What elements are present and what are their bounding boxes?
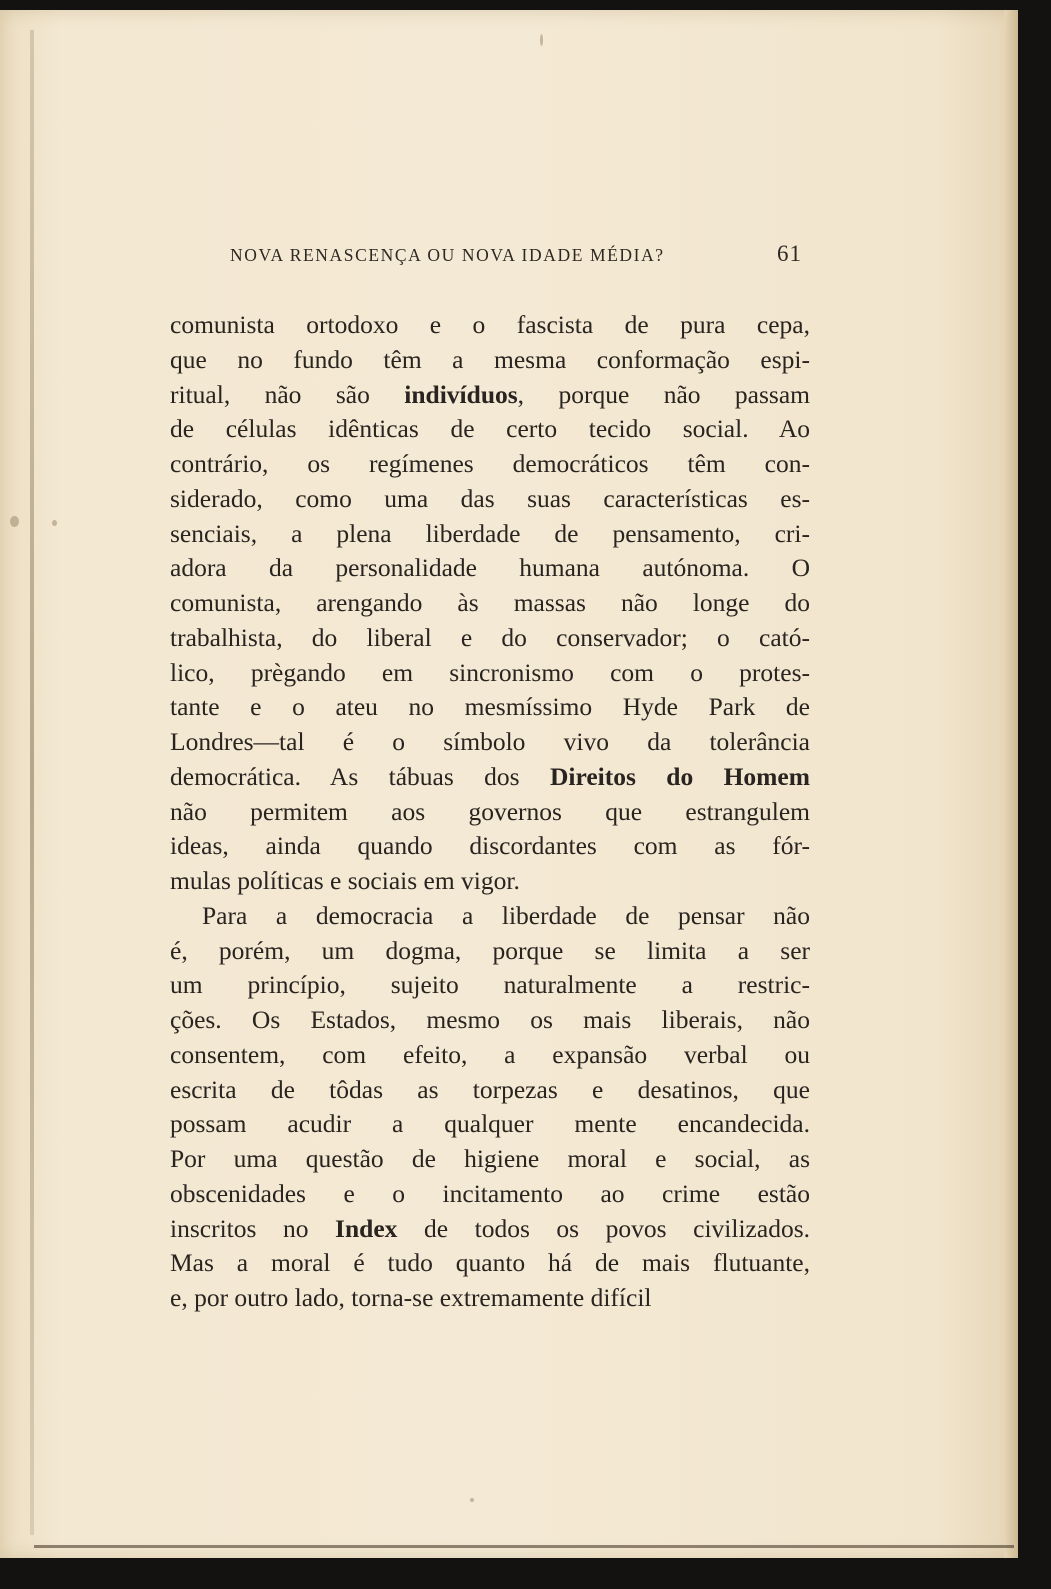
text-line <box>170 412 810 447</box>
text-line <box>170 829 810 864</box>
text-run: siderado, como uma das suas características es- <box>170 483 810 513</box>
text-run: tante e o ateu no mesmíssimo Hyde Park de <box>170 692 810 722</box>
text-run: trabalhista, do liberal e do conservador; o cató- <box>170 622 810 652</box>
text-line <box>170 1246 810 1281</box>
text-run: inscritos no <box>170 1213 336 1243</box>
text-run: adora da personalidade humana autónoma. O <box>170 553 810 583</box>
text-run: consentem, com efeito, a expansão verbal ou <box>170 1039 810 1069</box>
text-run: Para a democracia a liberdade de pensar não <box>202 900 810 930</box>
text-run: ritual, não são <box>170 379 405 409</box>
page-edge <box>1004 10 1018 1558</box>
text-line <box>170 1073 810 1108</box>
paper-blemish <box>540 34 543 46</box>
text-run: democrática. As tábuas dos <box>170 761 550 791</box>
paragraph <box>170 308 810 899</box>
text-run: , porque não passam <box>517 379 811 409</box>
text-line <box>170 1038 810 1073</box>
text-line <box>170 308 810 343</box>
text-line <box>170 968 810 1003</box>
text-line <box>170 482 810 517</box>
text-run: escrita de tôdas as torpezas e desatinos, que <box>170 1074 810 1104</box>
text-line <box>170 656 810 691</box>
text-run: Por uma questão de higiene moral e social, as <box>170 1144 810 1173</box>
text-line <box>170 621 810 656</box>
text-run: ções. Os Estados, mesmo os mais liberais, não <box>170 1005 810 1034</box>
running-head-title: NOVA RENASCENÇA OU NOVA IDADE MÉDIA? <box>230 245 665 265</box>
text-line <box>170 690 810 725</box>
text-line <box>170 1177 810 1212</box>
text-run: comunista ortodoxo e o fascista de pura cepa, <box>170 310 810 339</box>
text-line <box>170 864 810 899</box>
text-line <box>170 551 810 586</box>
text-line <box>170 586 810 621</box>
body-text <box>170 308 810 1316</box>
text-line <box>170 1281 810 1316</box>
text-line <box>170 760 810 795</box>
paper-page <box>0 10 1018 1558</box>
text-run: senciais, a plena liberdade de pensamento, cri- <box>170 518 810 548</box>
page-number: 61 <box>777 241 802 266</box>
text-line <box>170 378 810 413</box>
text-run: é, porém, um dogma, porque se limita a ser <box>170 935 810 965</box>
text-line <box>170 795 810 830</box>
text-run: não permitem aos governos que estrangulem <box>170 796 810 826</box>
text-line <box>170 1212 810 1247</box>
text-run: de todos os povos civilizados. <box>397 1213 810 1243</box>
text-line <box>170 934 810 969</box>
binding-shadow <box>30 30 34 1535</box>
running-head <box>230 241 802 273</box>
text-line <box>170 1107 810 1142</box>
text-line <box>170 725 810 760</box>
text-line <box>170 343 810 378</box>
bold-term: Index <box>335 1213 398 1243</box>
text-run: ideas, ainda quando discordantes com as fór- <box>170 831 810 861</box>
text-run: contrário, os regímenes democráticos têm con- <box>170 449 810 478</box>
paper-blemish <box>10 516 19 527</box>
text-run: um princípio, sujeito naturalmente a restric- <box>170 970 810 1000</box>
text-line <box>170 1142 810 1177</box>
text-run: que no fundo têm a mesma conformação espi- <box>170 344 810 374</box>
text-run: e, por outro lado, torna-se extremamente difícil <box>170 1283 652 1312</box>
text-run: de células idênticas de certo tecido social. Ao <box>170 414 810 444</box>
paragraph <box>170 899 810 1316</box>
text-run: Londres—tal é o símbolo vivo da tolerância <box>170 727 810 756</box>
text-run: possam acudir a qualquer mente encandecida. <box>170 1109 810 1139</box>
paper-blemish <box>470 1498 474 1502</box>
text-run: lico, prègando em sincronismo com o protes- <box>170 657 810 687</box>
text-line <box>170 899 810 934</box>
bold-term: indivíduos <box>404 379 518 409</box>
bold-term: Direitos do Homem <box>549 761 810 791</box>
text-run: mulas políticas e sociais em vigor. <box>170 866 520 895</box>
text-run: comunista, arengando às massas não longe do <box>170 588 810 617</box>
text-run: Mas a moral é tudo quanto há de mais flutuante, <box>170 1248 810 1278</box>
text-line <box>170 1003 810 1038</box>
text-line <box>170 447 810 482</box>
paper-blemish <box>52 520 57 526</box>
page-bottom-edge <box>34 1545 1014 1548</box>
text-line <box>170 517 810 552</box>
text-run: obscenidades e o incitamento ao crime estão <box>170 1178 810 1208</box>
